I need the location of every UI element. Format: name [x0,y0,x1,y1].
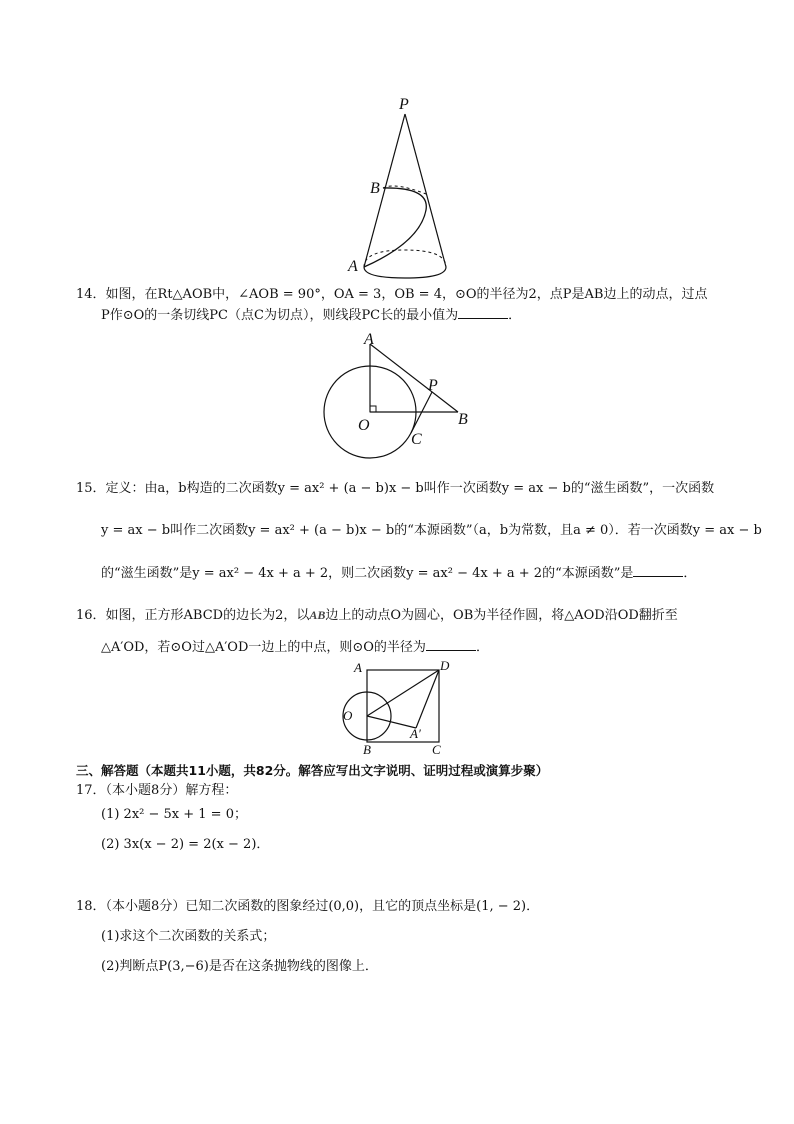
segment-OD [367,670,439,716]
q15-answer-blank[interactable] [633,564,683,577]
square-ABCD [367,670,439,742]
q15-text-3: 的“滋生函数”是y = ax² − 4x + a + 2，则二次函数y = ax² − 4x + a + 2的“本源函数”是 [101,566,634,581]
label-O: O [358,417,370,434]
q15-line1 [76,480,714,498]
label-D: D [440,658,450,673]
segment-A1D [416,670,439,728]
label-P: P [399,96,409,113]
cone-base-back [364,250,446,267]
q14-text-2-end: ． [508,308,522,323]
q14-text-1: 如图，在Rt△AOB中，∠AOB = 90°，OA = 3，OB = 4，⊙O的半径为2，点P是AB边上的动点，过点 [105,287,708,302]
q18-part2: (2)判断点P(3,−6)是否在这条抛物线的图像上． [101,959,378,974]
q16-answer-blank[interactable] [426,638,476,651]
q14-line1 [76,286,707,304]
right-angle-mark [370,406,376,412]
label-P: P [428,377,438,394]
section-3-heading: 三、解答题（本题共11小题，共82分。解答应写出文字说明、证明过程或演算步聚） [76,763,549,778]
cone-figure [340,92,460,282]
q16-line2 [101,638,489,657]
q16-figure [330,658,460,758]
cone-spiral-path [364,188,426,267]
q15-text-3-end: ． [683,566,697,581]
label-B: B [458,411,468,428]
q16-number: 16． [76,608,106,623]
q14-text-2: P作⊙O的一条切线PC（点C为切点），则线段PC长的最小值为 [101,308,459,323]
q17-header: 17．（本小题8分）解方程： [76,783,238,798]
label-C: C [432,742,441,757]
q15-text-1: 定义：由a，b构造的二次函数y = ax² + (a − b)x − b叫作一次函数y = ax − b的“滋生函数”，一次函数 [105,481,715,496]
q16-text-2: △A′OD，若⊙O过△A′OD一边上的中点，则⊙O的半径为 [101,640,426,655]
q14-answer-blank[interactable] [458,306,508,319]
q15-text-2: y = ax − b叫作二次函数y = ax² + (a − b)x − b的“本源函数”（a，b为常数，且a ≠ 0）．若一次函数y = ax − b [101,523,762,538]
label-B: B [370,180,380,197]
q17-part2: (2) 3x(x − 2) = 2(x − 2)． [101,837,270,852]
q15-line3 [101,564,696,583]
q14-number: 14． [76,287,106,302]
q14-line2 [101,306,521,325]
q16-text-2-end: ． [475,640,489,655]
q16-ab-tag: AB [309,608,326,622]
label-C: C [411,431,422,448]
q16-text-1b: 边上的动点O为圆心，OB为半径作圆，将△AOD沿OD翻折至 [325,608,678,623]
q15-line2 [101,522,762,540]
q16-text-1a: 如图，正方形ABCD的边长为2，以 [105,608,310,623]
q14-figure [310,330,480,460]
q17-part1: (1) 2x² − 5x + 1 = 0； [101,807,247,822]
label-B: B [363,742,371,757]
label-A: A [348,258,358,275]
segment-AB [370,344,458,412]
label-A: A [354,660,362,675]
q15-number: 15． [76,481,106,496]
cone-base-front [364,267,446,278]
label-O: O [343,708,353,723]
label-A-prime: A′ [410,726,421,741]
q18-part1: (1)求这个二次函数的关系式； [101,929,276,944]
q18-header: 18．（本小题8分）已知二次函数的图象经过(0,0)，且它的顶点坐标是(1, − 2)． [76,899,540,914]
q16-line1 [76,606,678,625]
cone-mid-ellipse [383,186,426,194]
label-A: A [364,331,374,348]
